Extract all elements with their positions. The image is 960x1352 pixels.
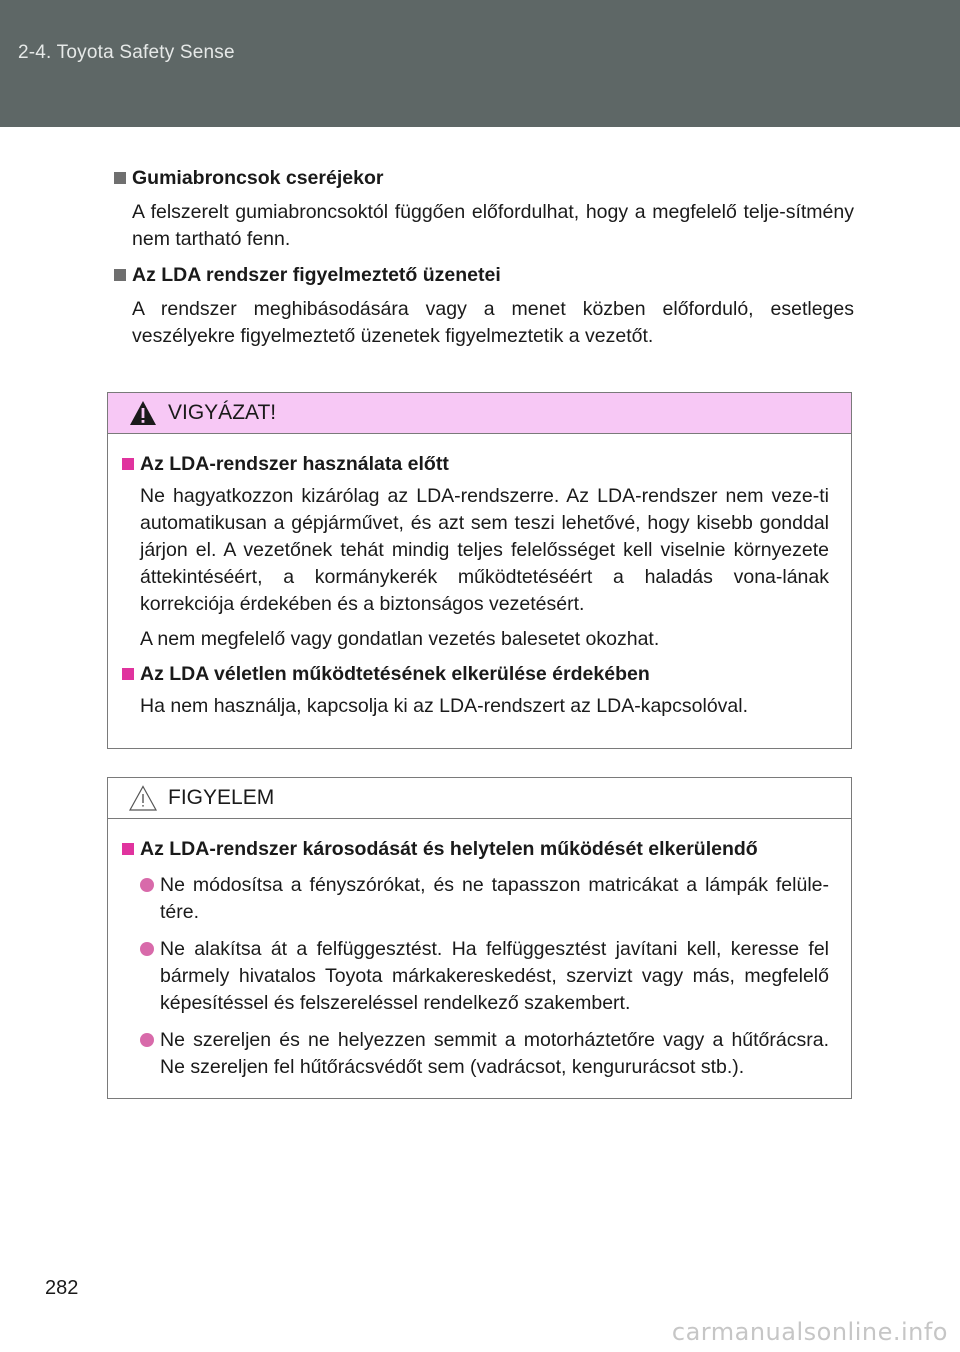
warning-section-heading-text: Az LDA véletlen működtetésének elkerülése érdekében	[140, 663, 650, 685]
section-tire-change	[114, 165, 854, 253]
square-bullet-icon	[114, 172, 126, 184]
notice-section-heading	[122, 836, 829, 862]
warning-triangle-filled-icon	[128, 399, 158, 427]
warning-box-title: VIGYÁZAT!	[168, 401, 277, 424]
notice-box-content	[108, 819, 851, 1103]
notice-bullet-item	[140, 872, 829, 926]
warning-paragraph: Ha nem használja, kapcsolja ki az LDA-rendszert az LDA-kapcsolóval.	[140, 695, 749, 717]
square-bullet-icon	[122, 843, 134, 855]
warning-section-heading	[122, 451, 829, 477]
page-number: 282	[45, 1277, 79, 1299]
notice-bullet-text: Ne módosítsa a fényszórókat, és ne tapasszon matricákat a lámpák felüle-tére.	[160, 874, 829, 923]
notice-box-title: FIGYELEM	[168, 786, 275, 809]
square-bullet-icon	[114, 269, 126, 281]
notice-bullet-text: Ne alakítsa át a felfüggesztést. Ha felfüggesztést javítani kell, keresse fel bármely hivatalos Toyota márkakereskedést, szervizt vagy más, megfelelő képesítéssel és felszereléssel rendelkező szakembert.	[160, 938, 829, 1014]
page-header	[0, 0, 960, 127]
section-heading-text: Gumiabroncsok cseréjekor	[132, 167, 384, 189]
warning-section-heading	[122, 661, 829, 687]
circle-bullet-icon	[140, 878, 154, 892]
section-body: A felszerelt gumiabroncsoktól függően előfordulhat, hogy a megfelelő telje-sítmény nem tartható fenn.	[132, 201, 854, 250]
watermark: carmanualsonline.info	[671, 1318, 948, 1346]
notice-bullet-text: Ne szereljen és ne helyezzen semmit a motorháztetőre vagy a hűtőrácsra. Ne szereljen fel hűtőrácsvédőt sem (vadrácsot, kengururácsot stb.).	[160, 1029, 829, 1078]
square-bullet-icon	[122, 668, 134, 680]
circle-bullet-icon	[140, 1033, 154, 1047]
section-body: A rendszer meghibásodására vagy a menet közben előforduló, esetleges veszélyekre figyelmeztető üzenetek figyelmeztetik a vezetőt.	[132, 298, 854, 347]
notice-bullet-item	[140, 1027, 829, 1081]
warning-box-header	[108, 393, 851, 434]
notice-bullet-item	[140, 936, 829, 1017]
notice-section-heading-text: Az LDA-rendszer károsodását és helytelen működését elkerülendő	[140, 838, 758, 860]
warning-paragraph: Ne hagyatkozzon kizárólag az LDA-rendszerre. Az LDA-rendszer nem veze-ti automatikusan a gépjárművet, és azt sem teszi lehetővé, hogy kisebb gonddal járjon el. A vezetőnek tehát mindig teljes felelősséget kell viselnie környezete áttekintéséért, a kormánykerék működtetéséért a haladás vona-lának korrekciója érdekében és a biztonságos vezetésért.	[140, 485, 829, 615]
notice-box	[107, 777, 852, 1099]
notice-box-header	[108, 778, 851, 819]
circle-bullet-icon	[140, 942, 154, 956]
warning-triangle-outline-icon	[128, 784, 158, 812]
section-lda-messages	[114, 262, 854, 350]
warning-box-content	[108, 434, 851, 742]
warning-section-heading-text: Az LDA-rendszer használata előtt	[140, 453, 449, 475]
warning-box	[107, 392, 852, 749]
section-heading	[114, 262, 854, 288]
section-heading	[114, 165, 854, 191]
header-title: 2-4. Toyota Safety Sense	[18, 42, 235, 63]
warning-paragraph: A nem megfelelő vagy gondatlan vezetés balesetet okozhat.	[140, 628, 660, 650]
square-bullet-icon	[122, 458, 134, 470]
section-heading-text: Az LDA rendszer figyelmeztető üzenetei	[132, 264, 501, 286]
